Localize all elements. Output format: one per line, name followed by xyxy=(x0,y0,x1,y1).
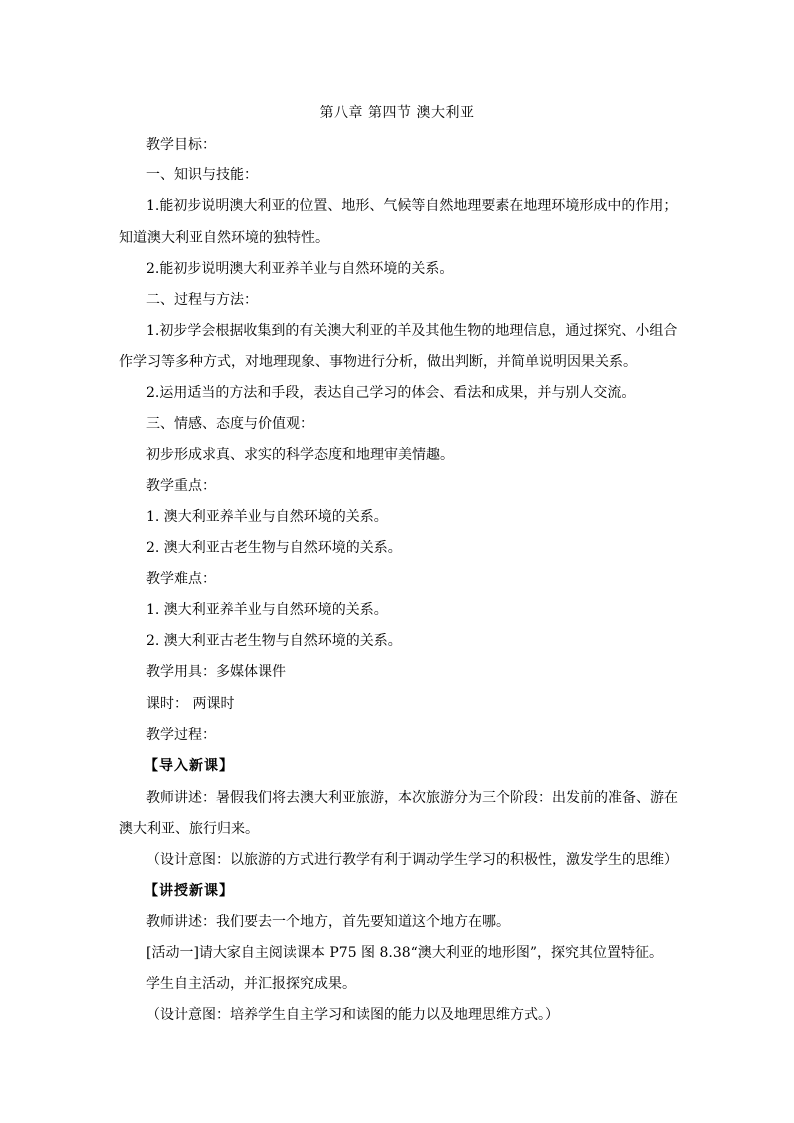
paragraph-line: 作学习等多种方式，对地理现象、事物进行分析，做出判断，并简单说明因果关系。 xyxy=(119,354,637,370)
section-heading-introduction: 【导入新课】 xyxy=(144,758,234,774)
teaching-tools: 教学用具：多媒体课件 xyxy=(146,664,286,680)
paragraph-line: 澳大利亚、旅行归来。 xyxy=(119,821,259,837)
list-item: 1. 澳大利亚养羊业与自然环境的关系。 xyxy=(146,602,388,618)
subheading-process-methods: 二、过程与方法： xyxy=(146,292,258,308)
paragraph-line: 教师讲述：暑假我们将去澳大利亚旅游，本次旅游分为三个阶段：出发前的准备、游在 xyxy=(146,790,678,806)
paragraph-line: 学生自主活动，并汇报探究成果。 xyxy=(146,976,356,992)
paragraph-line: 1.初步学会根据收集到的有关澳大利亚的羊及其他生物的地理信息，通过探究、小组合 xyxy=(146,323,678,339)
list-item: 2. 澳大利亚古老生物与自然环境的关系。 xyxy=(146,633,402,649)
section-heading-process: 教学过程： xyxy=(146,727,216,743)
section-heading-new-lesson: 【讲授新课】 xyxy=(144,883,234,899)
design-intent-note: （设计意图：以旅游的方式进行教学有利于调动学生学习的积极性，激发学生的思维） xyxy=(146,852,678,868)
design-intent-note: （设计意图：培养学生自主学习和读图的能力以及地理思维方式。） xyxy=(146,1007,559,1023)
subheading-knowledge-skills: 一、知识与技能： xyxy=(146,167,258,183)
document-title: 第八章 第四节 澳大利亚 xyxy=(319,105,475,121)
paragraph-line: 1.能初步说明澳大利亚的位置、地形、气候等自然地理要素在地理环境形成中的作用； xyxy=(146,198,678,214)
paragraph-line: 教师讲述：我们要去一个地方，首先要知道这个地方在哪。 xyxy=(146,914,510,930)
paragraph-line: 2.能初步说明澳大利亚养羊业与自然环境的关系。 xyxy=(146,261,454,277)
paragraph-line: 初步形成求真、求实的科学态度和地理审美情趣。 xyxy=(146,447,454,463)
list-item: 2. 澳大利亚古老生物与自然环境的关系。 xyxy=(146,540,402,556)
paragraph-line: 知道澳大利亚自然环境的独特性。 xyxy=(119,230,329,246)
activity-line: [活动一]请大家自主阅读课本 P75 图 8.38“澳大利亚的地形图”，探究其位置特征。 xyxy=(146,945,663,961)
subheading-attitudes-values: 三、情感、态度与价值观： xyxy=(146,416,314,432)
section-heading-difficulties: 教学难点： xyxy=(146,571,216,587)
paragraph-line: 2.运用适当的方法和手段，表达自己学习的体会、看法和成果，并与别人交流。 xyxy=(146,385,636,401)
class-hours: 课时： 两课时 xyxy=(146,696,235,712)
section-heading-objectives: 教学目标： xyxy=(146,137,216,153)
list-item: 1. 澳大利亚养羊业与自然环境的关系。 xyxy=(146,509,388,525)
section-heading-key-points: 教学重点： xyxy=(146,478,216,494)
